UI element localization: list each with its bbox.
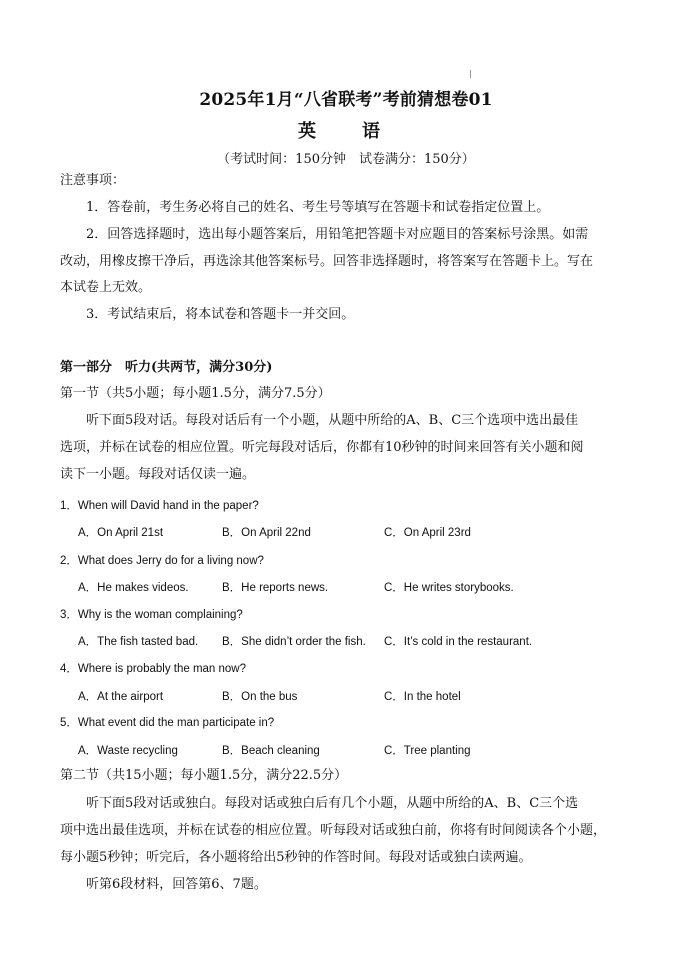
question-4-option-a: A．At the airport — [78, 691, 164, 703]
section-2-instructions-line-2: 项中选出最佳选项，并标在试卷的相应位置。听每段对话或独白前，你将有时间阅读各个小题， — [60, 823, 607, 838]
material-6-prompt: 听第6段材料，回答第6、7题。 — [86, 877, 267, 892]
question-5-option-b: B．Beach cleaning — [222, 745, 320, 757]
question-1-option-c: C．On April 23rd — [384, 527, 471, 539]
section-1-instructions-line-1: 听下面5段对话。每段对话后有一个小题，从题中所给的A、B、C三个选项中选出最佳 — [86, 413, 579, 428]
question-2-option-b: B．He reports news. — [222, 582, 329, 594]
part-1-heading: 第一部分 听力(共两节，满分30分) — [60, 360, 273, 375]
question-5-stem: 5．What event did the man participate in? — [60, 717, 275, 729]
note-item-1: 1．答卷前，考生务必将自己的姓名、考生号等填写在答题卡和试卷指定位置上。 — [86, 200, 550, 215]
section-1-heading: 第一节（共5小题；每小题1.5分，满分7.5分） — [60, 386, 331, 401]
question-1-option-a: A．On April 21st — [78, 527, 164, 539]
question-3-stem: 3．Why is the woman complaining? — [60, 609, 243, 621]
section-1-instructions-line-3: 读下一小题。每段对话仅读一遍。 — [60, 467, 256, 482]
section-2-instructions-line-3: 每小题5秒钟；听完后，各小题将给出5秒钟的作答时间。每段对话或独白读两遍。 — [60, 850, 532, 865]
question-2-option-c: C．He writes storybooks. — [384, 582, 514, 594]
note-item-2-line-1: 2．回答选择题时，选出每小题答案后，用铅笔把答题卡对应题目的答案标号涂黑。如需 — [86, 227, 589, 242]
note-item-2-line-2: 改动，用橡皮擦干净后，再选涂其他答案标号。回答非选择题时，将答案写在答题卡上。写在 — [60, 254, 594, 269]
question-5-option-c: C．Tree planting — [384, 745, 471, 757]
question-4-option-b: B．On the bus — [222, 691, 298, 703]
question-3-option-b: B．She didn’t order the fish. — [222, 636, 366, 648]
exam-info: （考试时间：150分钟 试卷满分：150分） — [217, 152, 475, 167]
section-2-instructions-line-1: 听下面5段对话或独白。每段对话或独白后有几个小题，从题中所给的A、B、C三个选 — [86, 796, 579, 811]
exam-title: 2025年1月“八省联考”考前猜想卷01 — [199, 90, 493, 110]
question-1-option-b: B．On April 22nd — [222, 527, 311, 539]
notes-heading: 注意事项： — [60, 173, 126, 188]
margin-tick — [470, 70, 471, 78]
section-2-heading: 第二节（共15小题；每小题1.5分，满分22.5分） — [60, 768, 348, 783]
note-item-2-line-3: 本试卷上无效。 — [60, 280, 152, 295]
question-2-stem: 2．What does Jerry do for a living now? — [60, 555, 264, 567]
question-3-option-a: A．The fish tasted bad. — [78, 636, 199, 648]
section-1-instructions-line-2: 选项，并标在试卷的相应位置。听完每段对话后，你都有10秒钟的时间来回答有关小题和阅 — [60, 440, 584, 455]
subject-title: 英 语 — [298, 121, 394, 142]
note-item-3: 3．考试结束后，将本试卷和答题卡一并交回。 — [86, 307, 355, 322]
question-5-option-a: A．Waste recycling — [78, 745, 178, 757]
question-3-option-c: C．It’s cold in the restaurant. — [384, 636, 533, 648]
question-2-option-a: A．He makes videos. — [78, 582, 189, 594]
question-4-stem: 4．Where is probably the man now? — [60, 663, 247, 675]
question-1-stem: 1．When will David hand in the paper? — [60, 500, 259, 512]
question-4-option-c: C．In the hotel — [384, 691, 461, 703]
